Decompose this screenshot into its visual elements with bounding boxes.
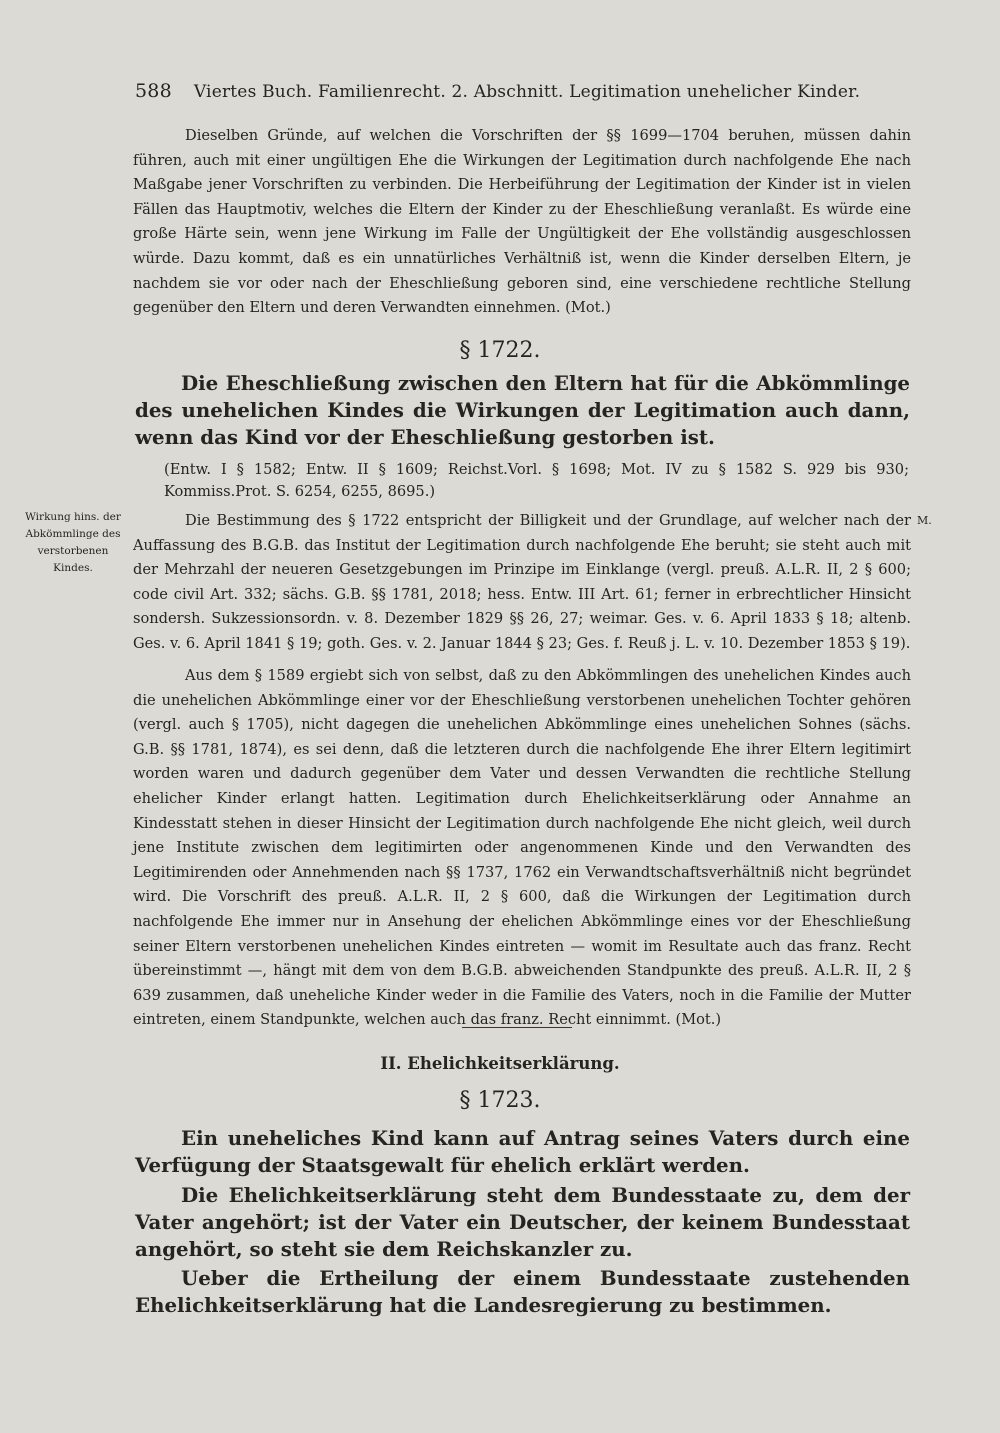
motives-paragraph-2: Die Bestimmung des § 1722 entspricht der Billigkeit und der Grundlage, auf welcher nach der Auffassung des B.G.B. das Institut der Legitimation durch nachfolgende Ehe beruht; sie steht auch mit der Mehrzahl der neueren Gesetzgebungen im Prinzipe im Einklange (vergl. preuß. A.L.R. II, 2 § 600; code civil Art. 332; sächs. G.B. §§ 1781, 2018; hess. Entw. III Art. 61; ferner in erbrechtlicher Hinsicht sondersh. Sukzessionsordn. v. 8. Dezember 1829 §§ 26, 27; weimar. Ges. v. 6. April 1833 § 18; altenb. Ges. v. 6. April 1841 § 19; goth. Ges. v. 2. Januar 1844 § 23; Ges. f. Reuß j. L. v. 10. Dezember 1853 § 19). — [133, 512, 911, 652]
references-1722: (Entw. I § 1582; Entw. II § 1609; Reichst.Vorl. § 1698; Mot. IV zu § 1582 S. 929 bis 930; Kommiss.Prot. S. 6254, 6255, 8695.) — [164, 461, 909, 500]
margin-note: Wirkung hins. der Abkömmlinge des verstorbenen Kindes. — [25, 511, 121, 574]
page-number: 588 — [135, 80, 172, 102]
motives-paragraph-1: Dieselben Gründe, auf welchen die Vorschriften der §§ 1699—1704 beruhen, müssen dahin führen, auch mit einer ungültigen Ehe die Wirkungen der Legitimation durch nachfolgende Ehe nach Maßgabe jener Vorschriften zu verbinden. Die Herbeiführung der Legitimation der Kinder ist in vielen Fällen das Hauptmotiv, welches die Eltern der Kinder zu der Eheschließung veranlaßt. Es würde eine große Härte sein, wenn jene Wirkung im Falle der Ungültigkeit der Ehe vollständig ausgeschlossen würde. Dazu kommt, daß es ein unnatürliches Verhältniß ist, wenn die Kinder derselben Eltern, je nachdem sie vor oder nach der Eheschließung geboren sind, eine verschiedene rechtliche Stellung gegenüber den Eltern und deren Verwandten einnehmen. (Mot.) — [133, 127, 911, 317]
motives-paragraph-3: Aus dem § 1589 ergiebt sich von selbst, daß zu den Abkömmlingen des unehelichen Kindes auch die unehelichen Abkömmlinge einer vor der Eheschließung verstorbenen unehelichen Tochter gehören (vergl. auch § 1705), nicht dagegen die unehelichen Abkömmlinge eines unehelichen Sohnes (sächs. G.B. §§ 1781, 1874), es sei denn, daß die letzteren durch die nachfolgende Ehe ihrer Eltern legitimirt worden waren und dadurch gegenüber dem Vater und dessen Verwandten die rechtliche Stellung ehelicher Kinder erlangt hatten. Legitimation durch Ehelichkeitserklärung oder Annahme an Kindesstatt stehen in dieser Hinsicht der Legitimation durch nachfolgende Ehe nicht gleich, weil durch jene Institute zwischen dem legitimirten oder angenommenen Kinde und den Verwandten des Legitimirenden oder Annehmenden nach §§ 1737, 1762 ein Verwandtschaftsverhältniß nicht begründet wird. Die Vorschrift des preuß. A.L.R. II, 2 § 600, daß die Wirkungen der Legitimation durch nachfolgende Ehe immer nur in Ansehung der ehelichen Abkömmlinge eines vor der Eheschließung seiner Eltern verstorbenen unehelichen Kindes eintreten — womit im Resultate auch das franz. Recht übereinstimmt —, hängt mit dem von dem B.G.B. abweichenden Standpunkte des preuß. A.L.R. II, 2 § 639 zusammen, daß uneheliche Kinder weder in die Familie des Vaters, noch in die Familie der Mutter eintreten, einem Standpunkte, welchen auch das franz. Recht einnimmt. (Mot.) — [133, 667, 911, 1029]
margin-mark: M. — [917, 514, 932, 527]
statute-text-1723-para-1: Ein uneheliches Kind kann auf Antrag seines Vaters durch eine Verfügung der Staatsgewalt für ehelich erklärt werden. — [135, 1126, 910, 1177]
statute-text-1723-para-3: Ueber die Ertheilung der einem Bundesstaate zustehenden Ehelichkeitserklärung hat die Landesregierung zu bestimmen. — [135, 1266, 910, 1317]
running-title: Viertes Buch. Familienrecht. 2. Abschnitt. Legitimation unehelicher Kinder. — [193, 82, 861, 102]
section-divider — [462, 1027, 572, 1028]
section-number-1722: § 1722. — [459, 338, 541, 363]
subheading-ehelichkeitserklaerung: II. Ehelichkeitserklärung. — [380, 1054, 620, 1073]
running-header — [135, 80, 861, 102]
statute-text-1722: Die Eheschließung zwischen den Eltern hat für die Abkömmlinge des unehelichen Kindes die Wirkungen der Legitimation auch dann, wenn das Kind vor der Eheschließung gestorben ist. — [135, 371, 910, 449]
statute-text-1723-para-2: Die Ehelichkeitserklärung steht dem Bundesstaate zu, dem der Vater angehört; ist der Vater ein Deutscher, der keinem Bundesstaat angehört, so steht sie dem Reichskanzler zu. — [135, 1183, 910, 1261]
section-number-1723: § 1723. — [459, 1088, 541, 1113]
